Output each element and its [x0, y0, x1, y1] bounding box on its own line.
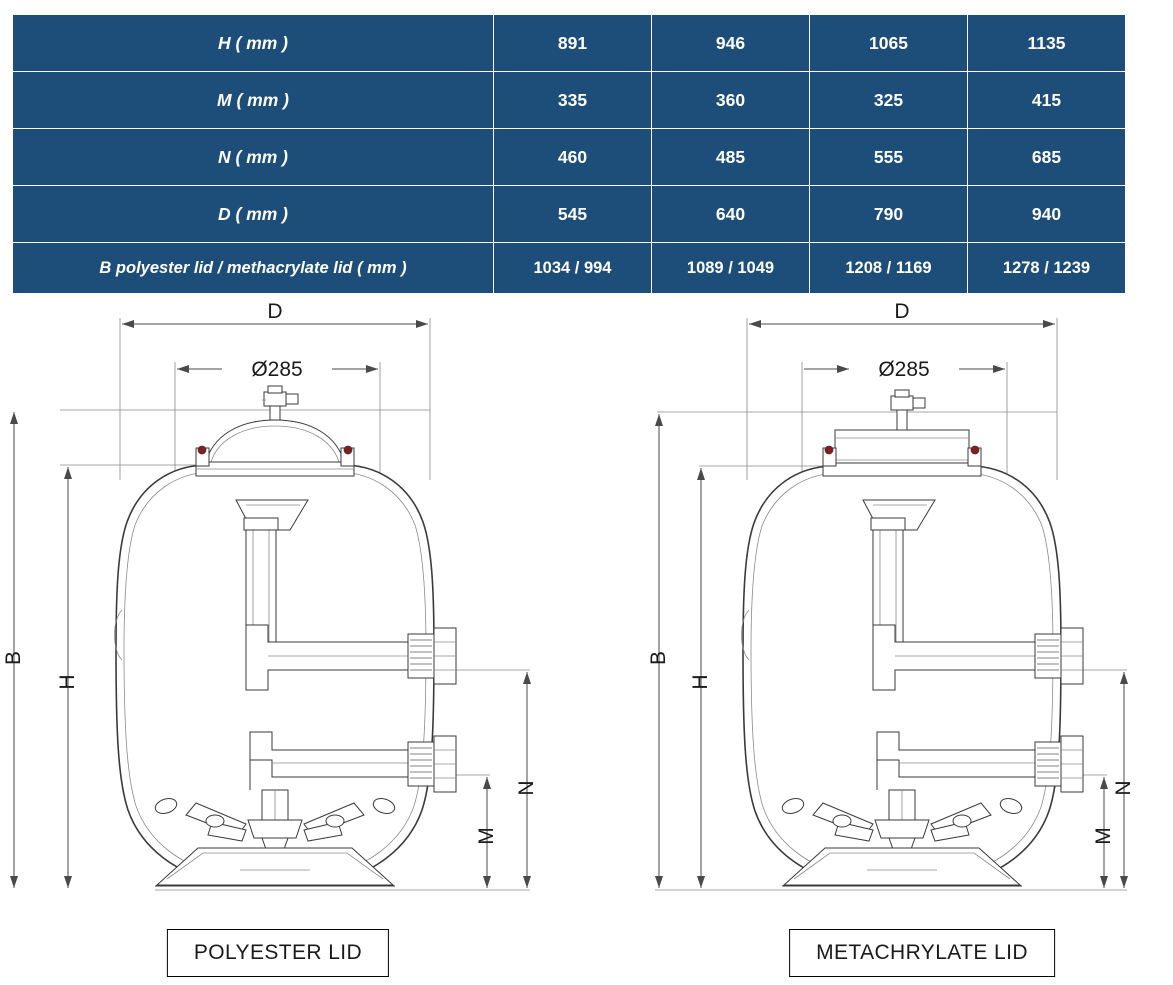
- cell-d-2: 640: [652, 186, 810, 243]
- cell-n-2: 485: [652, 129, 810, 186]
- row-label-d: D ( mm ): [13, 186, 494, 243]
- cell-m-3: 325: [810, 72, 968, 129]
- table-row: [13, 243, 1126, 294]
- label-m: M: [475, 827, 498, 845]
- cell-n-1: 460: [494, 129, 652, 186]
- label-b: B: [2, 650, 25, 666]
- table-row: [13, 15, 1126, 72]
- label-d: D: [894, 300, 910, 323]
- cell-m-4: 415: [968, 72, 1126, 129]
- label-h: H: [689, 674, 712, 690]
- cell-m-1: 335: [494, 72, 652, 129]
- dimension-n: [1120, 672, 1128, 888]
- air-purge-valve: [262, 386, 298, 420]
- lid-clamp-right: [341, 446, 354, 466]
- row-label-n: N ( mm ): [13, 129, 494, 186]
- upper-outlet-nozzle: [408, 628, 456, 684]
- cell-b-2: 1089 / 1049: [652, 243, 810, 294]
- diagram-polyester-lid: [0, 290, 586, 985]
- lid-clamp-right: [968, 446, 981, 466]
- label-diameter: Ø285: [878, 358, 930, 381]
- cell-b-3: 1208 / 1169: [810, 243, 968, 294]
- lower-outlet-nozzle: [1035, 736, 1083, 792]
- cell-d-1: 545: [494, 186, 652, 243]
- cell-d-4: 940: [968, 186, 1126, 243]
- cell-h-3: 1065: [810, 15, 968, 72]
- filter-drawing-metachrylate: [587, 290, 1173, 930]
- cell-m-2: 360: [652, 72, 810, 129]
- cell-h-2: 946: [652, 15, 810, 72]
- cell-b-1: 1034 / 994: [494, 243, 652, 294]
- row-label-h: H ( mm ): [13, 15, 494, 72]
- label-n: N: [1112, 780, 1135, 796]
- table-row: [13, 72, 1126, 129]
- dimension-b: [10, 412, 18, 888]
- filter-tank-body: [742, 390, 1084, 886]
- specification-table: [12, 14, 1126, 294]
- label-d: D: [267, 300, 283, 323]
- cell-b-4: 1278 / 1239: [968, 243, 1126, 294]
- air-purge-valve: [891, 390, 925, 430]
- cell-n-4: 685: [968, 129, 1126, 186]
- row-label-m: M ( mm ): [13, 72, 494, 129]
- base-stand: [155, 848, 395, 886]
- label-n: N: [515, 780, 538, 796]
- cell-d-3: 790: [810, 186, 968, 243]
- base-stand: [782, 848, 1022, 886]
- caption-metachrylate-lid: METACHRYLATE LID: [789, 929, 1055, 977]
- cell-n-3: 555: [810, 129, 968, 186]
- label-b: B: [647, 650, 670, 666]
- lid-clamp-left: [196, 446, 209, 466]
- row-label-b: B polyester lid / methacrylate lid ( mm ): [13, 243, 494, 294]
- table-row: [13, 186, 1126, 243]
- lower-outlet-nozzle: [408, 736, 456, 792]
- cell-h-1: 891: [494, 15, 652, 72]
- filter-tank-body: [115, 386, 457, 886]
- cell-h-4: 1135: [968, 15, 1126, 72]
- label-h: H: [56, 674, 79, 690]
- diagram-metachrylate-lid: [587, 290, 1173, 985]
- filter-drawing-polyester: [0, 290, 586, 930]
- table-row: [13, 129, 1126, 186]
- lid-clamp-left: [823, 446, 836, 466]
- caption-polyester-lid: POLYESTER LID: [167, 929, 389, 977]
- upper-outlet-nozzle: [1035, 628, 1083, 684]
- dimension-n: [523, 672, 531, 888]
- label-diameter: Ø285: [251, 358, 303, 381]
- diagram-area: [0, 290, 1173, 985]
- label-m: M: [1092, 827, 1115, 845]
- table-body: [13, 15, 1126, 294]
